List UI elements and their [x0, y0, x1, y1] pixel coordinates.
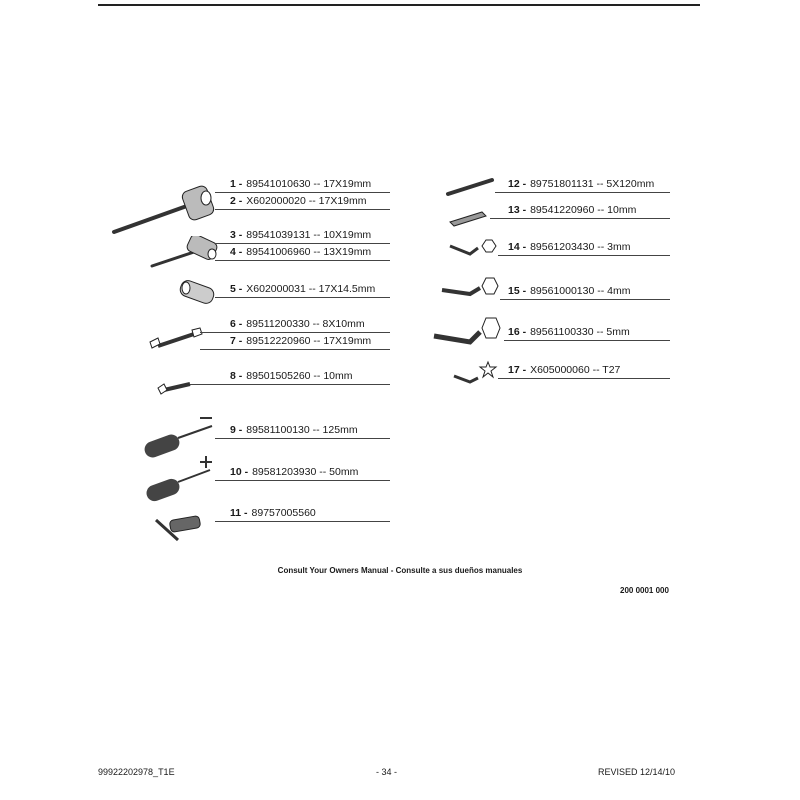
socket-illustration — [178, 278, 218, 308]
item-5-rule — [215, 297, 390, 298]
item-3-label: 3 - 89541039131 -- 10X19mm — [230, 229, 372, 241]
item-4-label: 4 - 89541006960 -- 13X19mm — [230, 246, 372, 258]
item-13-rule — [490, 218, 670, 219]
open-end-wrench-illustration — [148, 326, 206, 354]
hex-key-4mm-illustration — [438, 276, 500, 300]
item-15-rule — [500, 299, 670, 300]
item-16-label: 16 - 89561100330 -- 5mm — [508, 326, 630, 338]
document-number: 200 0001 000 — [620, 586, 669, 595]
consult-manual-note: Consult Your Owners Manual - Consulte a sus dueños manuales — [277, 566, 523, 575]
footer-left: 99922202978_T1E — [98, 767, 175, 777]
item-7-rule — [200, 349, 390, 350]
item-14-label: 14 - 89561203430 -- 3mm — [508, 241, 631, 253]
item-12-rule — [495, 192, 670, 193]
item-1-label: 1 - 89541010630 -- 17X19mm — [230, 178, 372, 190]
item-14-rule — [498, 255, 670, 256]
item-15-label: 15 - 89561000130 -- 4mm — [508, 285, 631, 297]
torx-key-illustration — [450, 360, 498, 384]
flat-wrench-illustration — [156, 378, 196, 398]
hex-key-3mm-illustration — [446, 238, 498, 258]
item-10-rule — [215, 480, 390, 481]
item-5-label: 5 - X602000031 -- 17X14.5mm — [230, 283, 376, 295]
item-17-label: 17 - X605000060 -- T27 — [508, 364, 621, 376]
item-8-rule — [190, 384, 390, 385]
item-3-rule — [215, 243, 390, 244]
item-4-rule — [215, 260, 390, 261]
t-wrench-illustration — [110, 180, 220, 240]
item-6-rule — [200, 332, 390, 333]
hex-bar-illustration — [446, 208, 488, 228]
item-2-label: 2 - X602000020 -- 17X19mm — [230, 195, 367, 207]
item-17-rule — [498, 378, 670, 379]
page-number: - 34 - — [376, 767, 398, 777]
combination-tool-illustration — [150, 512, 210, 546]
item-11-label: 11 - 89757005560 — [230, 507, 316, 519]
item-8-label: 8 - 89501505260 -- 10mm — [230, 370, 353, 382]
item-7-label: 7 - 89512220960 -- 17X19mm — [230, 335, 372, 347]
item-6-label: 6 - 89511200330 -- 8X10mm — [230, 318, 365, 330]
item-9-label: 9 - 89581100130 -- 125mm — [230, 424, 358, 436]
footer-right: REVISED 12/14/10 — [598, 767, 676, 777]
item-9-rule — [215, 438, 390, 439]
item-13-label: 13 - 89541220960 -- 10mm — [508, 204, 637, 216]
spark-plug-wrench-illustration — [148, 236, 223, 270]
item-2-rule — [215, 209, 390, 210]
hex-key-5mm-illustration — [430, 316, 502, 346]
item-11-rule — [215, 521, 390, 522]
rod-illustration — [444, 176, 496, 198]
phillips-screwdriver-illustration — [140, 454, 220, 504]
header-rule — [98, 4, 700, 6]
item-1-rule — [215, 192, 390, 193]
item-12-label: 12 - 89751801131 -- 5X120mm — [508, 178, 655, 190]
item-10-label: 10 - 89581203930 -- 50mm — [230, 466, 359, 478]
item-16-rule — [504, 340, 670, 341]
